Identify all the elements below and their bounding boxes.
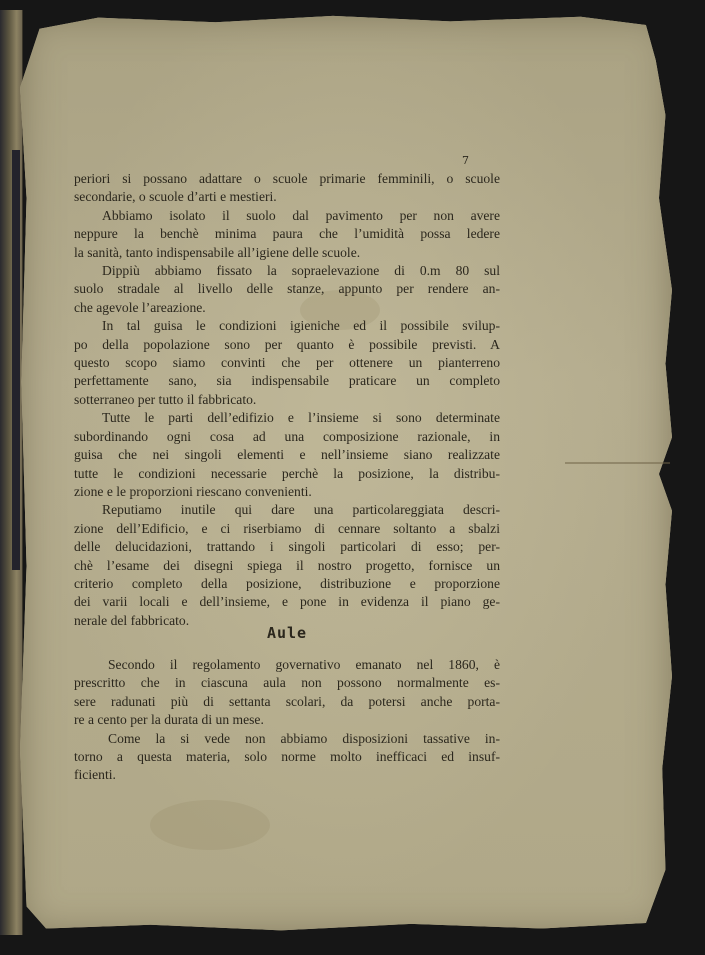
text-line: subordinando ogni cosa ad una composizione razionale, in bbox=[74, 428, 500, 444]
text-line: Come la si vede non abbiamo disposizioni tassative in- bbox=[108, 730, 500, 746]
page-number: 7 bbox=[462, 154, 469, 167]
text-line: neppure la benchè minima paura che l’umidità possa ledere bbox=[74, 226, 500, 242]
text-line: questo scopo siamo convinti che per ottenere un pianterreno bbox=[74, 355, 500, 371]
text-line: che agevole l’areazione. bbox=[74, 299, 206, 315]
text-line: secondarie, o scuole d’arti e mestieri. bbox=[74, 189, 277, 205]
page-fold bbox=[565, 462, 670, 464]
text-line: la sanità, tanto indispensabile all’igiene delle scuole. bbox=[74, 244, 361, 260]
text-line: perfettamente sano, sia indispensabile praticare un completo bbox=[74, 373, 500, 389]
text-line: po della popolazione sono per quanto è possibile previsti. A bbox=[74, 336, 500, 352]
text-line: criterio completo della posizione, distribuzione e proporzione bbox=[74, 575, 500, 591]
text-line: zione e le proporzioni riescano convenienti. bbox=[74, 483, 312, 499]
text-line: dei varii locali e dell’insieme, e pone in evidenza il piano ge- bbox=[74, 594, 500, 610]
text-line: prescritto che in ciascuna aula non possono normalmente es- bbox=[74, 675, 500, 691]
book-spine bbox=[12, 150, 20, 570]
body-text bbox=[74, 170, 500, 630]
text-line: Abbiamo isolato il suolo dal pavimento per non avere bbox=[102, 207, 500, 223]
text-line: chè l’esame dei disegni spiega il nostro progetto, fornisce un bbox=[74, 557, 500, 573]
text-line: delle delucidazioni, trattando i singoli particolari di esso; per- bbox=[74, 539, 500, 555]
text-line: In tal guisa le condizioni igieniche ed il possibile svilup- bbox=[102, 318, 500, 334]
text-line: Secondo il regolamento governativo emanato nel 1860, è bbox=[108, 657, 500, 672]
paper-stain bbox=[150, 800, 270, 850]
text-line: nerale del fabbricato. bbox=[74, 612, 190, 628]
text-line: re a cento per la durata di un mese. bbox=[74, 712, 264, 728]
text-line: zione dell’Edificio, e ci riserbiamo di cennare soltanto a sbalzi bbox=[74, 520, 500, 536]
text-line: Dippiù abbiamo fissato la sopraelevazione di 0.m 80 sul bbox=[102, 263, 500, 279]
section-body-text bbox=[74, 656, 500, 785]
text-line: sere radunati più di settanta scolari, da potersi anche porta- bbox=[74, 693, 500, 709]
text-line: tutte le condizioni necessarie perchè la posizione, la distribu- bbox=[74, 465, 500, 481]
text-line: periori si possano adattare o scuole primarie femminili, o scuole bbox=[74, 171, 500, 186]
text-line: sotterraneo per tutto il fabbricato. bbox=[74, 391, 257, 407]
text-line: suolo stradale al livello delle stanze, appunto per rendere an- bbox=[74, 281, 500, 297]
text-line: guisa che nei singoli elementi e nell’insieme siano realizzate bbox=[74, 447, 500, 463]
text-line: Tutte le parti dell’edifizio e l’insieme si sono determinate bbox=[102, 410, 500, 426]
section-heading: Aule bbox=[266, 624, 308, 642]
text-line: Reputiamo inutile qui dare una particolareggiata descri- bbox=[102, 502, 500, 518]
text-line: ficienti. bbox=[74, 767, 116, 783]
text-line: torno a questa materia, solo norme molto inefficaci ed insuf- bbox=[74, 749, 500, 765]
